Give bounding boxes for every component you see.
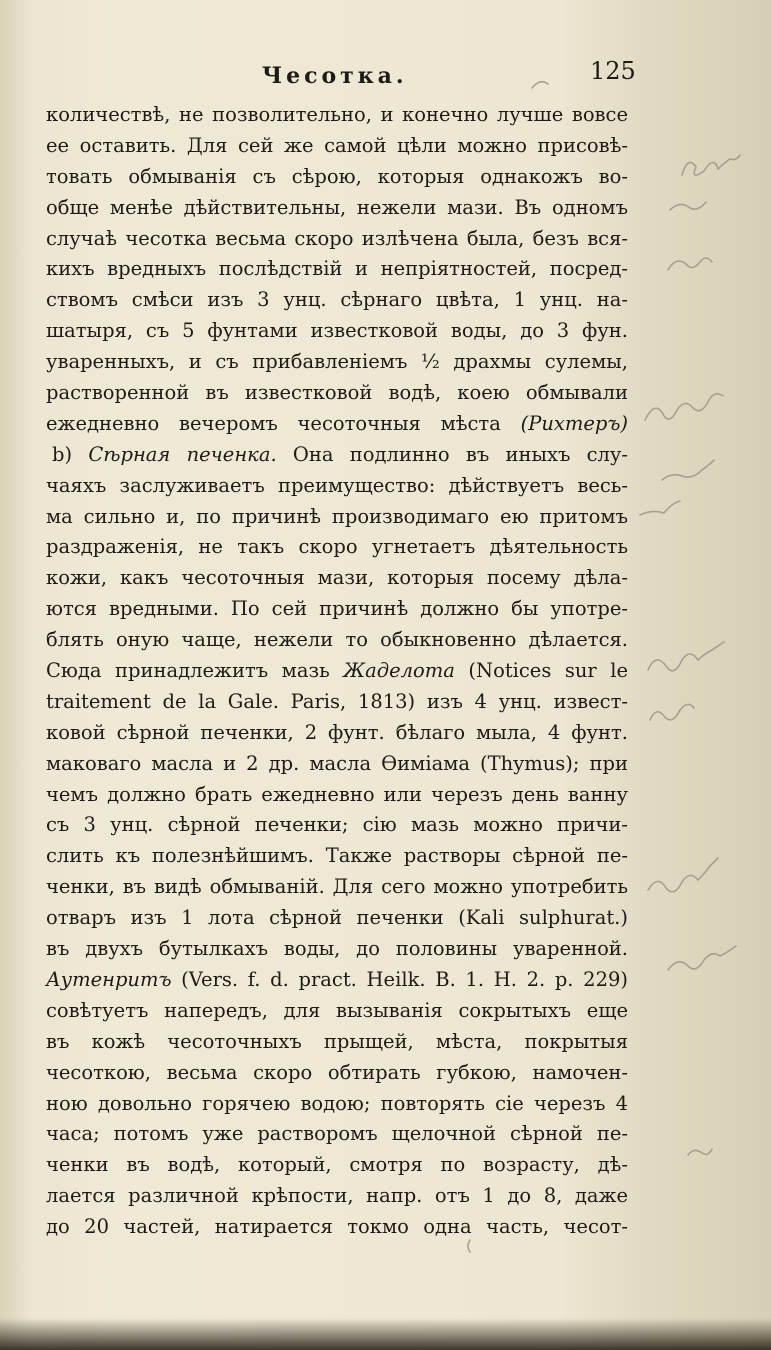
italic-name: Аутенритъ (46, 967, 172, 991)
body-text (46, 100, 628, 1243)
text-line: ною довольно горячею водою; повторять сіе черезъ 4 (46, 1091, 628, 1115)
text-line: случаѣ чесотка весьма скоро излѣчена была, безъ вся- (46, 226, 628, 250)
italic-name: (Рихтеръ) (520, 411, 628, 435)
text-line: чаяхъ заслуживаетъ преимущество: дѣйствуетъ весь- (46, 473, 628, 497)
text-line: раздраженія, не такъ скоро угнетаетъ дѣятельность (46, 535, 628, 559)
text-line: товать обмыванія съ сѣрою, которыя однакожъ во- (46, 164, 628, 188)
text-line: ствомъ смѣси изъ 3 унц. сѣрнаго цвѣта, 1 унц. на- (46, 288, 628, 312)
italic-name: Жаделота (343, 659, 455, 683)
text-line: чемъ должно брать ежедневно или черезъ день ванну (46, 782, 628, 806)
text-line: маковаго масла и 2 др. масла Ѳиміама (Thymus); при (46, 751, 628, 775)
italic-name: Сѣрная печенка. (88, 442, 277, 466)
text-line: обще менѣе дѣйствительны, нежели мази. Въ одномъ (46, 195, 628, 219)
text-line: чесоткою, весьма скоро обтирать губкою, намочен- (46, 1060, 628, 1084)
page-bottom-shadow (0, 1318, 771, 1350)
text-line: traitement de la Gale. Paris, 1813) изъ 4 унц. извест- (46, 689, 628, 713)
text-line: кихъ вредныхъ послѣдствій и непріятностей, посред- (46, 257, 628, 281)
text-line: Сюда принадлежитъ мазь Жаделота (Notices sur le (46, 659, 628, 683)
text-line: въ двухъ бутылкахъ воды, до половины уваренной. (46, 937, 628, 961)
text-line: Аутенритъ (Vers. f. d. pract. Heilk. B. 1. H. 2. p. 229) (46, 967, 628, 991)
text-line: до 20 частей, натирается токмо одна часть, чесот- (46, 1215, 628, 1239)
text-line: уваренныхъ, и съ прибавленіемъ ½ драхмы сулемы, (46, 350, 628, 374)
text-line: кожи, какъ чесоточныя мази, которыя посему дѣла- (46, 566, 628, 590)
text-line: лается различной крѣпости, напр. отъ 1 до 8, даже (46, 1184, 628, 1208)
text-line: ковой сѣрной печенки, 2 фунт. бѣлаго мыла, 4 фунт. (46, 720, 628, 744)
text-line: ются вредными. По сей причинѣ должно бы употре- (46, 597, 628, 621)
text-line: ежедневно вечеромъ чесоточныя мѣста (Рихтеръ) (46, 411, 628, 435)
running-title: Чесотка. (262, 63, 408, 89)
text-line: количествѣ, не позволительно, и конечно лучше вовсе (46, 103, 628, 126)
page-header (0, 55, 640, 95)
text-line: совѣтуетъ напередъ, для вызыванія сокрытыхъ еще (46, 998, 628, 1022)
text-line: отваръ изъ 1 лота сѣрной печенки (Kali sulphurat.) (46, 906, 628, 930)
page-number: 125 (590, 57, 636, 85)
text-line: съ 3 унц. сѣрной печенки; сію мазь можно причи- (46, 813, 628, 837)
text-line: блять оную чаще, нежели то обыкновенно дѣлается. (46, 628, 628, 652)
text-line: часа; потомъ уже растворомъ щелочной сѣрной пе- (46, 1122, 628, 1146)
text-line: ее оставить. Для сей же самой цѣли можно присовѣ- (46, 133, 628, 157)
text-line: ченки въ водѣ, который, смотря по возрасту, дѣ- (46, 1153, 628, 1177)
text-line: растворенной въ известковой водѣ, коею обмывали (46, 381, 628, 405)
text-line: ма сильно и, по причинѣ производимаго ею притомъ (46, 504, 628, 528)
text-line: b) Сѣрная печенка. Она подлинно въ иныхъ слу- (52, 442, 628, 466)
text-line: ченки, въ видѣ обмываній. Для сего можно употребить (46, 875, 628, 899)
text-line: въ кожѣ чесоточныхъ прыщей, мѣста, покрытыя (46, 1029, 628, 1053)
text-line: слить къ полезнѣйшимъ. Также растворы сѣрной пе- (46, 844, 628, 868)
text-line: шатыря, съ 5 фунтами известковой воды, до 3 фун. (46, 319, 628, 343)
